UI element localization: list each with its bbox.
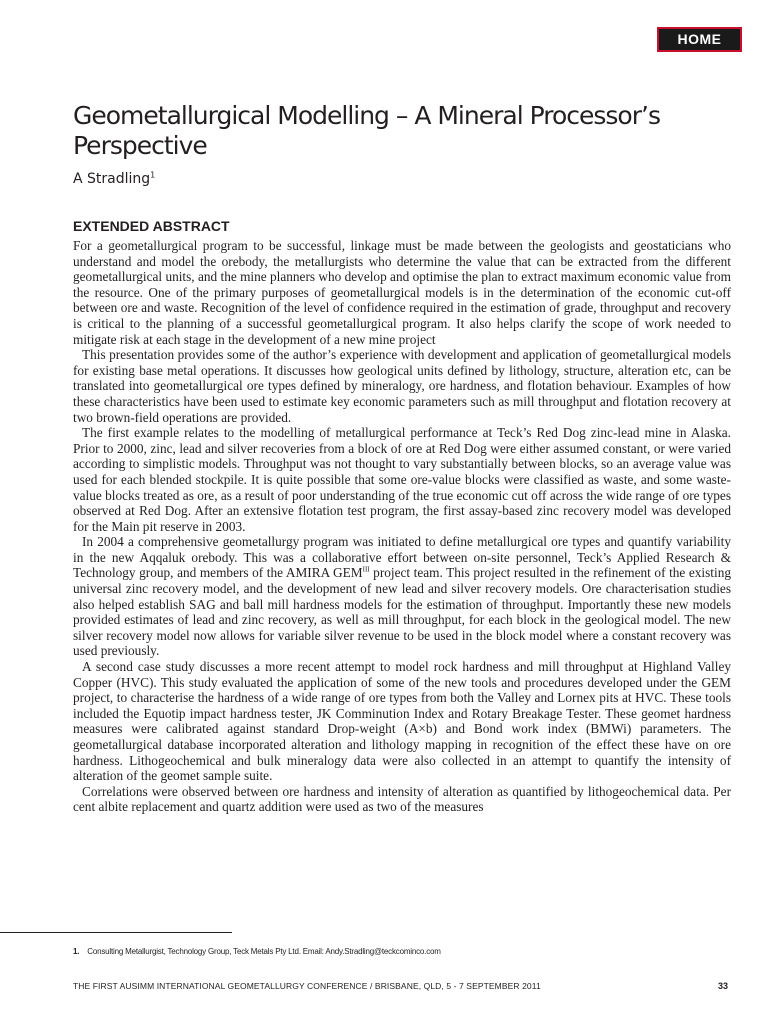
page-number: 33	[718, 981, 729, 991]
paragraph-text: project team. This project resulted in the refinement of the existing universal zinc recovery model, and the development of new lead and silver recovery models. Ore characterisation studies also helped establish SAG and ball mill hardness models for the estimation of throughput. Importantly these new models provided estimates of lead and zinc recovery, as well as mill throughput, for each block in the geological model. The new silver recovery model now allows for variable silver revenue to be used in the block model where a constant recovery was used previously.	[73, 565, 731, 659]
home-button[interactable]: HOME	[657, 27, 742, 52]
section-heading: EXTENDED ABSTRACT	[73, 218, 230, 234]
author-line	[73, 171, 155, 187]
footnote-number: 1.	[73, 947, 80, 956]
abstract-paragraph: For a geometallurgical program to be successful, linkage must be made between the geologists and geostaticians who understand and model the orebody, the metallurgists who determine the value that can be extracted from the different geometallurgical units, and the mine planners who develop and optimise the plan to extract maximum economic value from the resource. One of the primary purposes of geometallurgical models is in the determination of the economic cut-off between ore and waste. Recognition of the level of confidence required in the estimation of grade, throughput and recovery is critical to the planning of a successful geometallurgical program. It also helps clarify the scope of work needed to mitigate risk at each stage in the development of a new mine project	[73, 238, 731, 347]
page-title: Geometallurgical Modelling – A Mineral Processor’s Perspective	[73, 101, 660, 160]
footnote	[73, 947, 441, 956]
abstract-paragraph: This presentation provides some of the author’s experience with development and application of geometallurgical models for existing base metal operations. It discusses how geological units defined by lithology, structure, alteration etc, can be translated into geometallurgical ore types defined by mineralogy, ore hardness, and flotation behaviour. Examples of how these characteristics have been used to estimate key economic parameters such as mill throughput and flotation recovery at two brown-field operations are provided.	[73, 347, 731, 425]
footnote-divider	[0, 932, 232, 933]
abstract-paragraph: The first example relates to the modelling of metallurgical performance at Teck’s Red Dog zinc-lead mine in Alaska. Prior to 2000, zinc, lead and silver recoveries from a block of ore at Red Dog were either assumed constant, or were varied according to simplistic models. Throughput was not thought to vary substantially between blocks, so an average value was used for each blended stockpile. It is quite possible that some ore-value blocks were classified as waste, and some waste-value blocks treated as ore, as a result of poor understanding of the true economic cut off across the wide range of ore types observed at Red Dog. After an extensive flotation test program, the first assay-based zinc recovery model was developed for the Main pit reserve in 2003.	[73, 425, 731, 534]
abstract-paragraph	[73, 534, 731, 659]
abstract-body	[73, 238, 731, 815]
abstract-paragraph: A second case study discusses a more recent attempt to model rock hardness and mill throughput at Highland Valley Copper (HVC). This study evaluated the application of some of the new tools and procedures developed under the GEM project, to characterise the hardness of a wide range of ore types from both the Valley and Lornex pits at HVC. These tools included the Equotip impact hardness tester, JK Comminution Index and Rotary Breakage Tester. These geomet hardness measures were calibrated against standard Drop-weight (A×b) and Bond work index (BMWi) parameters. The geometallurgical database incorporated alteration and lithology mapping in recognition of the effect these have on ore hardness. Lithogeochemical and bulk mineralogy data were also collected in an attempt to quantify the intensity of alteration of the geomet sample suite.	[73, 659, 731, 784]
gem-superscript: III	[362, 566, 370, 575]
author-name: A Stradling	[73, 171, 151, 187]
paragraph-text: In 2004 a comprehensive geometallurgy program was initiated to define metallurgical ore types and quantify variability in the new Aqqaluk orebody. This was a collaborative effort between on-site personnel, Teck’s Applied Research & Technology group, and members of the AMIRA GEM	[73, 534, 731, 581]
author-footnote-marker: 1	[150, 170, 156, 180]
abstract-paragraph: Correlations were observed between ore hardness and intensity of alteration as quantified by lithogeochemical data. Per cent albite replacement and quartz addition were used as two of the measures	[73, 783, 731, 815]
footer-conference: THE FIRST AUSIMM INTERNATIONAL GEOMETALLURGY CONFERENCE / BRISBANE, QLD, 5 - 7 SEPTEMBER 2011	[73, 981, 541, 991]
footnote-text: Consulting Metallurgist, Technology Group, Teck Metals Pty Ltd. Email: Andy.Stradling@teckcominco.com	[87, 947, 441, 956]
